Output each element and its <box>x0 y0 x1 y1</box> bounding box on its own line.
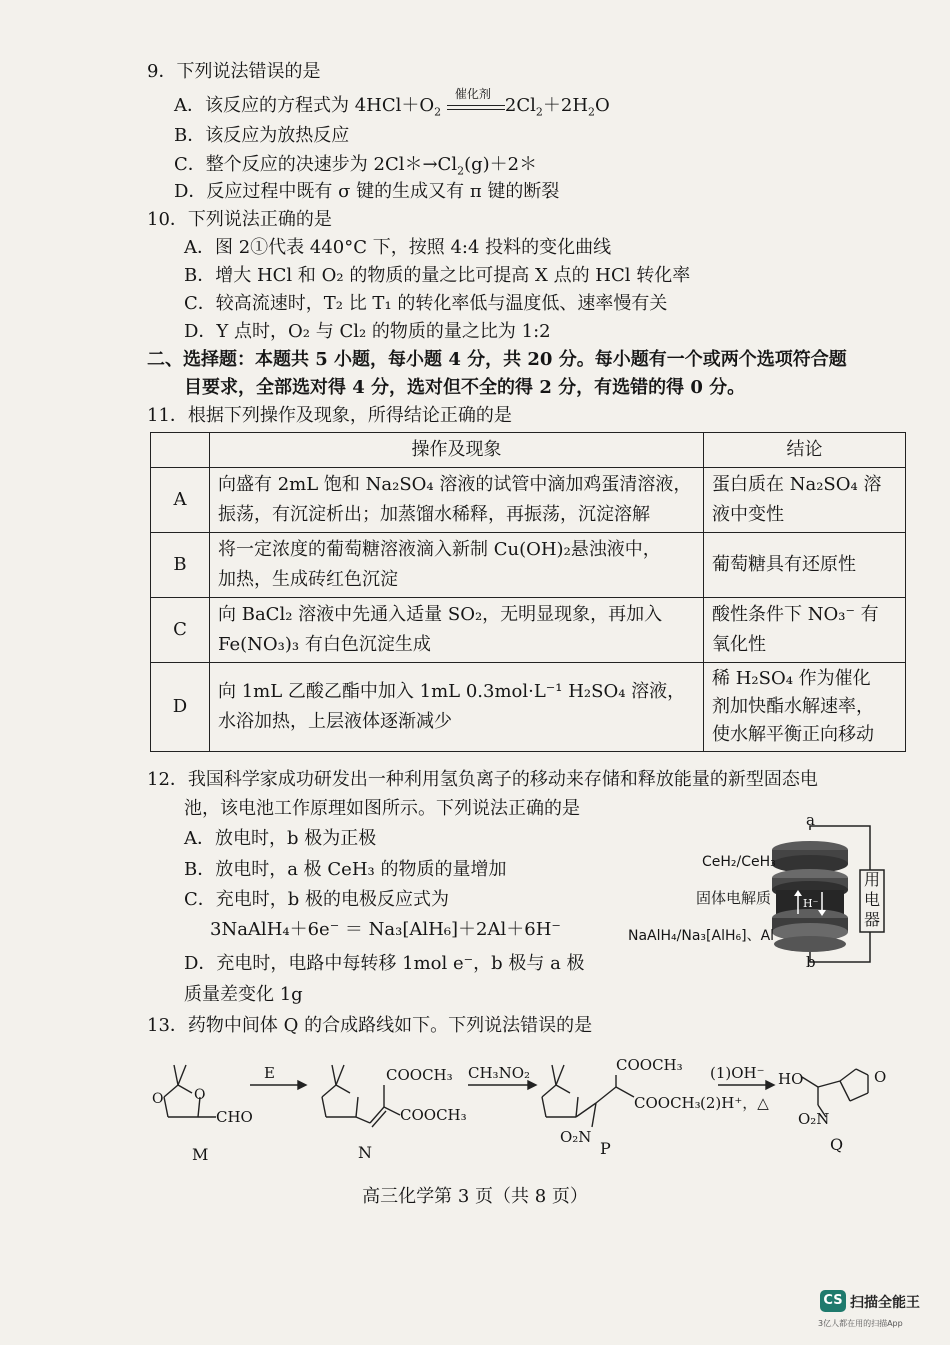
row-label: B <box>151 533 210 598</box>
q10-option-d: D．Y 点时，O₂ 与 Cl₂ 的物质的量之比为 1:2 <box>184 321 551 342</box>
label-b: b <box>806 953 816 971</box>
catalyst-arrow <box>447 87 505 116</box>
n-cooch3-bot: COOCH₃ <box>400 1106 467 1124</box>
section2-line2: 目要求，全部选对得 4 分，选对但不全的得 2 分，有选错的得 0 分。 <box>184 377 746 398</box>
conc-line: 葡萄糖具有还原性 <box>712 554 856 575</box>
q11-title: 11．根据下列操作及现象，所得结论正确的是 <box>147 405 512 426</box>
conc-line: 剂加快酯水解速率， <box>712 696 874 717</box>
page-footer: 高三化学第 3 页（共 8 页） <box>362 1186 588 1207</box>
q-ho: HO <box>778 1070 804 1088</box>
table-row <box>151 533 906 598</box>
electrolyte-label: 固体电解质 <box>696 889 772 907</box>
reagent-oh: (1)OH⁻ <box>710 1064 765 1082</box>
m-ring-o1: O <box>152 1091 164 1107</box>
q9-option-c: C．整个反应的决速步为 $2Cl*\to Cl_2(g)+2*$ <box>174 154 538 178</box>
m-cho: CHO <box>216 1108 253 1126</box>
q9-option-d: D．反应过程中既有 σ 键的生成又有 π 键的断裂 <box>174 181 560 202</box>
q10-option-c: C．较高流速时，T₂ 比 T₁ 的转化率低与温度低、速率慢有关 <box>184 293 668 314</box>
conc-line: 蛋白质在 Na₂SO₄ 溶 <box>712 474 882 495</box>
catalyst-label: 催化剂 <box>454 87 491 101</box>
q9-a-text: A．该反应的方程式为 4HCl＋O <box>174 95 435 116</box>
row-label: A <box>151 468 210 533</box>
scanner-app-name: 扫描全能王 <box>850 1295 920 1311</box>
scanner-logo-icon: CS <box>820 1290 846 1312</box>
op-line: 向 1mL 乙酸乙酯中加入 1mL 0.3mol·L⁻¹ H₂SO₄ 溶液， <box>218 681 686 702</box>
top-layer-label: CeH₂/CeH₃ <box>702 854 776 870</box>
op-line: 向 BaCl₂ 溶液中先通入适量 SO₂，无明显现象，再加入 <box>218 604 663 625</box>
q12-option-a: A．放电时，b 极为正极 <box>184 828 377 849</box>
device-char-2: 电 <box>864 890 881 909</box>
row-label: D <box>151 663 210 752</box>
scanner-tagline: 3亿人都在用的扫描App <box>818 1319 903 1328</box>
row-operation <box>210 533 704 598</box>
row-operation <box>210 468 704 533</box>
op-line: 加热，生成砖红色沉淀 <box>218 569 398 590</box>
q11-table <box>150 432 906 752</box>
q12-title-1: 12．我国科学家成功研发出一种利用氢负离子的移动来存储和释放能量的新型固态电 <box>147 769 818 790</box>
q9-c-tail: (g)＋2＊ <box>464 154 538 175</box>
op-line: 向盛有 2mL 饱和 Na₂SO₄ 溶液的试管中滴加鸡蛋清溶液， <box>218 474 692 495</box>
label-q: Q <box>830 1135 844 1154</box>
label-p: P <box>600 1139 611 1158</box>
table-row <box>151 468 906 533</box>
q-carbonyl-o: O <box>874 1068 887 1086</box>
op-line: 将一定浓度的葡萄糖溶液滴入新制 Cu(OH)₂悬浊液中， <box>218 539 661 560</box>
conc-line: 稀 H₂SO₄ 作为催化 <box>712 668 871 689</box>
row-operation <box>210 598 704 663</box>
battery-diagram <box>620 811 910 971</box>
op-line: Fe(NO₃)₃ 有白色沉淀生成 <box>218 634 431 655</box>
q12-option-c1: C．充电时，b 极的电极反应式为 <box>184 889 450 910</box>
q9-a-product2: ＋2H <box>542 95 589 116</box>
device-char-1: 用 <box>864 870 881 889</box>
q-o2n: O₂N <box>798 1110 830 1128</box>
p-o2n: O₂N <box>560 1128 592 1146</box>
reagent-ch3no2: CH₃NO₂ <box>468 1064 531 1082</box>
row-conclusion <box>704 533 906 598</box>
table-row <box>151 598 906 663</box>
q10-option-a: A．图 2①代表 440°C 下，按照 4:4 投料的变化曲线 <box>184 237 612 258</box>
q12-option-b: B．放电时，a 极 CeH₃ 的物质的量增加 <box>184 859 507 880</box>
op-line: 振荡，有沉淀析出；加蒸馏水稀释，再振荡，沉淀溶解 <box>218 504 650 525</box>
bottom-layer-label: NaAlH₄/Na₃[AlH₆]、Al <box>628 928 775 944</box>
q11-header-op: 操作及现象 <box>210 433 704 468</box>
q9-a-product3: O <box>595 95 610 116</box>
label-a: a <box>806 811 815 829</box>
op-line: 水浴加热，上层液体逐渐减少 <box>218 711 452 732</box>
table-row <box>151 663 906 752</box>
q9-option-b: B．该反应为放热反应 <box>174 125 350 146</box>
reagent-e: E <box>264 1064 275 1082</box>
p-cooch3-top: COOCH₃ <box>616 1056 683 1074</box>
q12-option-d1: D．充电时，电路中每转移 1mol e⁻，b 极与 a 极 <box>184 953 585 974</box>
row-label: C <box>151 598 210 663</box>
reagent-h: (2)H⁺，△ <box>700 1094 769 1112</box>
q11-header-conc: 结论 <box>704 433 906 468</box>
q11-header-blank <box>151 433 210 468</box>
section2-line1: 二、选择题：本题共 5 小题，每小题 4 分，共 20 分。每小题有一个或两个选项符合题 <box>147 349 847 370</box>
device-char-3: 器 <box>864 910 881 929</box>
q10-option-b: B．增大 HCl 和 O₂ 的物质的量之比可提高 X 点的 HCl 转化率 <box>184 265 691 286</box>
h-ion-label: H⁻ <box>803 897 819 910</box>
conc-line: 使水解平衡正向移动 <box>712 724 874 745</box>
label-m: M <box>192 1145 209 1164</box>
q10-title: 10．下列说法正确的是 <box>147 209 332 230</box>
conc-line: 氧化性 <box>712 634 766 655</box>
q9-c-text: C．整个反应的决速步为 2Cl＊→Cl <box>174 154 458 175</box>
q9-option-a: A．该反应的方程式为 $4HCl+O_2$ 催化剂 $2Cl_2+2H_2O$ <box>174 94 610 125</box>
m-ring-o2: O <box>194 1087 206 1103</box>
row-conclusion <box>704 468 906 533</box>
q11-header-row <box>151 433 906 468</box>
q12-option-d2: 质量差变化 1g <box>184 984 303 1005</box>
label-n: N <box>358 1143 372 1162</box>
synthesis-route <box>150 1045 910 1170</box>
conc-line: 酸性条件下 NO₃⁻ 有 <box>712 604 879 625</box>
n-cooch3-top: COOCH₃ <box>386 1066 453 1084</box>
p-cooch3-mid: COOCH₃ <box>634 1094 701 1112</box>
q12-option-c2: 3NaAlH₄＋6e⁻ ＝ Na₃[AlH₆]＋2Al＋6H⁻ <box>210 919 561 940</box>
row-conclusion <box>704 663 906 752</box>
q9-title: 9．下列说法错误的是 <box>147 61 321 82</box>
row-operation <box>210 663 704 752</box>
q12-title-2: 池，该电池工作原理如图所示。下列说法正确的是 <box>184 798 580 819</box>
q13-title: 13．药物中间体 Q 的合成路线如下。下列说法错误的是 <box>147 1015 593 1036</box>
conc-line: 液中变性 <box>712 504 784 525</box>
row-conclusion <box>704 598 906 663</box>
q9-a-product: 2Cl <box>504 95 536 116</box>
